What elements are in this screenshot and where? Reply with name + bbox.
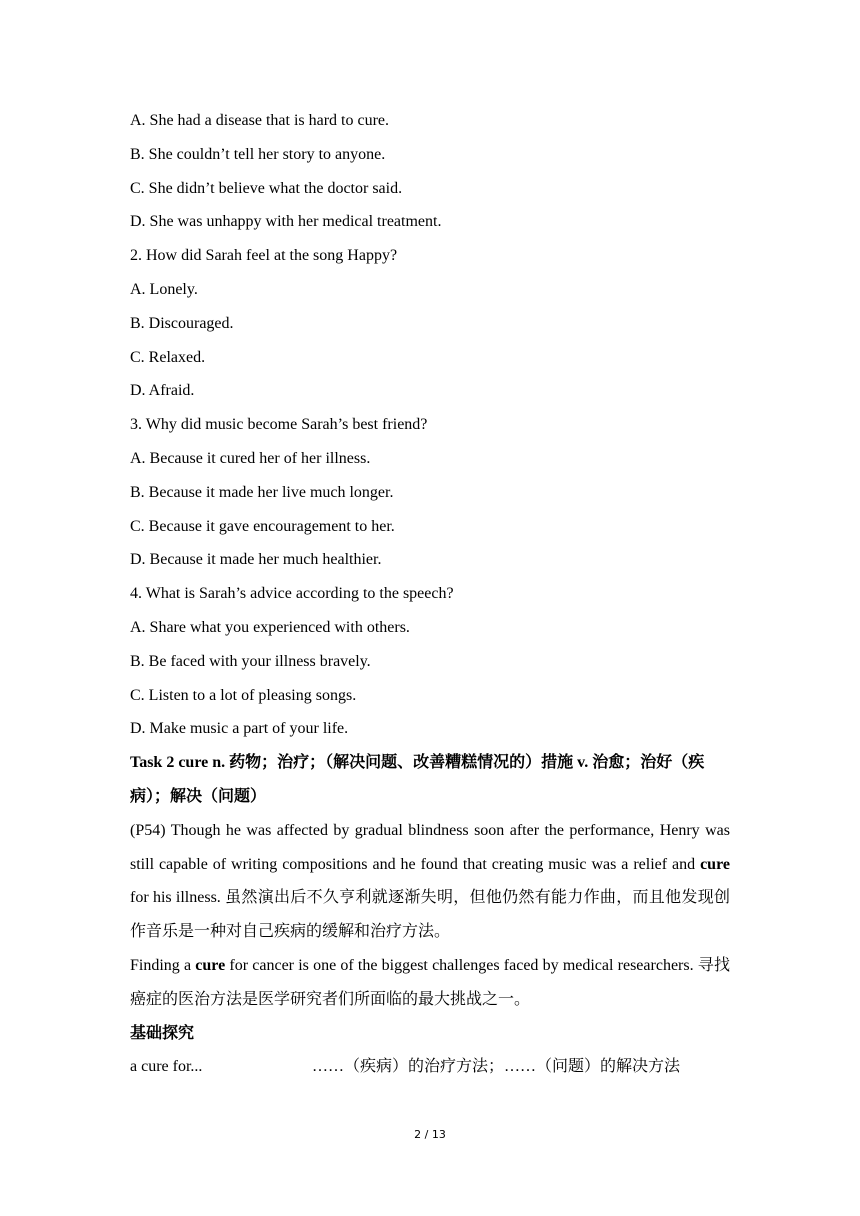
section-heading: 基础探究 [130, 1024, 195, 1042]
example-sentence-2 [130, 949, 730, 1017]
answer-option: A. Share what you experienced with others. [130, 618, 410, 636]
example-1-before: (P54) Though he was affected by gradual blindness soon after the performance, Henry was still capable of writing compositions and he found that creating music was a relief and [130, 821, 730, 873]
phrase-chinese: ……（疾病）的治疗方法；……（问题）的解决方法 [312, 1058, 681, 1076]
question-block [130, 104, 730, 746]
example-2-after: for cancer is one of the biggest challenges faced by medical researchers. 寻找癌症的医治方法是医学研究者们所面临的最大挑战之一。 [130, 956, 730, 1008]
example-1-keyword: cure [700, 855, 730, 873]
phrase-row [130, 1050, 730, 1084]
phrase-english: a cure for... [130, 1058, 203, 1076]
answer-option: B. Discouraged. [130, 314, 234, 332]
answer-option: D. Because it made her much healthier. [130, 551, 382, 569]
page-content [130, 104, 730, 1084]
answer-option: B. Because it made her live much longer. [130, 483, 394, 501]
question-stem: 4. What is Sarah’s advice according to the speech? [130, 585, 454, 603]
task-title: Task 2 cure n. 药物；治疗；（解决问题、改善糟糕情况的）措施 v. 治愈；治好（疾病）；解决（问题） [130, 754, 705, 805]
answer-option: D. She was unhappy with her medical treatment. [130, 213, 442, 231]
answer-option: A. Because it cured her of her illness. [130, 449, 371, 467]
answer-option: B. Be faced with your illness bravely. [130, 652, 371, 670]
answer-option: C. Listen to a lot of pleasing songs. [130, 686, 357, 704]
example-1-after: for his illness. 虽然演出后不久亨利就逐渐失明，但他仍然有能力作曲，而且他发现创作音乐是一种对自己疾病的缓解和治疗方法。 [130, 889, 730, 941]
example-2-keyword: cure [195, 956, 226, 974]
page-number: 2 / 13 [414, 1128, 446, 1141]
answer-option: D. Afraid. [130, 382, 195, 400]
answer-option: D. Make music a part of your life. [130, 720, 349, 738]
question-stem: 2. How did Sarah feel at the song Happy? [130, 247, 398, 265]
example-sentence-1 [130, 814, 730, 949]
answer-option: C. Relaxed. [130, 348, 206, 366]
example-2-before: Finding a [130, 956, 196, 974]
answer-option: A. Lonely. [130, 280, 198, 298]
question-stem: 3. Why did music become Sarah’s best friend? [130, 416, 428, 434]
answer-option: A. She had a disease that is hard to cure. [130, 112, 390, 129]
answer-option: C. Because it gave encouragement to her. [130, 517, 395, 535]
answer-option: C. She didn’t believe what the doctor said. [130, 179, 403, 197]
answer-option: B. She couldn’t tell her story to anyone. [130, 145, 386, 163]
